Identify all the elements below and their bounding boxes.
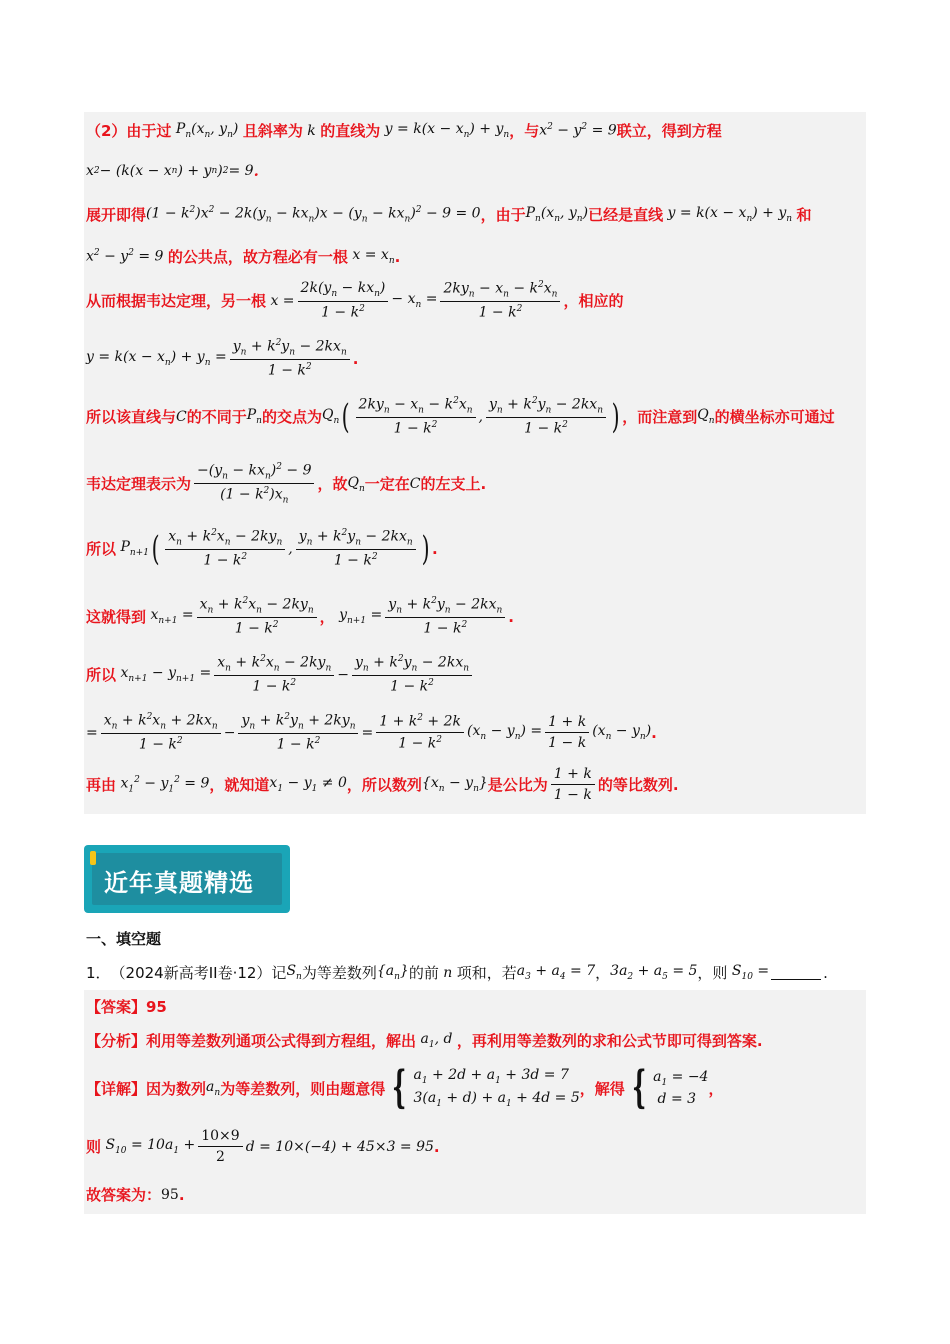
solution-line-12: = $\frac{x_n + k^2x_n + 2kx_n}{1 - k^2}$ − $\frac{y_n + k^2y_n + 2ky_n}{1 - k^2}$ = $\frac{1 + k^2 + 2k}{1 - k^2}$ $(x_n - y_n)$ = $\frac{1 + k}{1 - k}$ $(x_n - y_n)$ .	[86, 712, 657, 754]
answer-blank[interactable]	[771, 965, 821, 980]
solution-line-1: （2）由于过 $P_n(x_n$, $y_n$) 且斜率为 k 的直线为 $y = k(x - x_n) + y_n$ ，与 $x^2 - y^2 = 9$ 联立，得到方程	[86, 121, 722, 140]
solution-line-7: 所以该直线与 C 的不同于 $P_n$ 的交点为 $Q_n$ ( $\frac{2ky_n - x_n - k^2x_n}{1 - k^2}$ , $\frac{y_n + k^2y_n - 2kx_n}{1 - k^2}$ ) ，而注意到 $Q_n$ 的横坐标亦可通过	[86, 396, 835, 438]
sum-line: 则 $S_{10} = 10a_1$ + $\frac{10\times 9}{2}$ d = 10×(−4) + 45×3 = 95 .	[86, 1128, 440, 1165]
equation-line-2: x 2 − (k(x − x n ) + y n ) 2 = 9 .	[86, 162, 259, 180]
banner-accent-mark	[90, 851, 96, 865]
question-1: 1． （2024新高考II卷·12）记 $S_n$ 为等差数列 $\{a_n\}$ 的前 n 项和，若 $a_3 + a_4 = 7$ ， $3a_2 + a_5 = 5$ ，则 $S_{10}$ = .	[86, 963, 828, 982]
solution-line-5: 从而根据韦达定理，另一根 x = $\frac{2k(y_n - kx_n)}{1 - k^2}$ − $x_n$ = $\frac{2ky_n - x_n - k^2x_n}{1 - k^2}$ ，相应的	[86, 280, 624, 322]
solution-line-13: 再由 $x_1^2 - y_1^2 = 9$ ，就知道 $x_1 - y_1 \ne 0$ ，所以数列 $\{x_n - y_n\}$ 是公比为 $\frac{1 + k}{1 - k}$ 的等比数列.	[86, 766, 679, 803]
solution-line-10: 这就得到 $x_{n+1}$ = $\frac{x_n + k^2x_n - 2ky_n}{1 - k^2}$ ， $y_{n+1}$ = $\frac{y_n + k^2y_n - 2kx_n}{1 - k^2}$ .	[86, 596, 514, 638]
answer-line: 【答案】95	[86, 998, 167, 1016]
solution-line-3: 展开即得 $(1 - k^2)x^2 - 2k(y_n - kx_n)x - (y_n - kx_n)^2 - 9 = 0$ ，由于 $P_n(x_n$, $y_n$) 已经是直线 $y = k(x - x_n) + y_n$ 和	[86, 204, 812, 225]
solution-system: { $a_1 = -4$ d = 3	[631, 1062, 709, 1113]
banner-title: 近年真题精选	[104, 869, 254, 897]
solution-line-8: 韦达定理表示为 $\frac{-(y_n - kx_n)^2 - 9}{(1 - k^2)x_n}$ ，故 $Q_n$ 一定在 C 的左支上.	[86, 462, 487, 506]
solution-line-11: 所以 $x_{n+1} - y_{n+1}$ = $\frac{x_n + k^2x_n - 2ky_n}{1 - k^2}$ − $\frac{y_n + k^2y_n - 2kx_n}{1 - k^2}$	[86, 654, 475, 695]
solution-line-9: 所以 $P_{n+1}$ ( $\frac{x_n + k^2x_n - 2ky_n}{1 - k^2}$ , $\frac{y_n + k^2y_n - 2kx_n}{1 - k^2}$ ) .	[86, 528, 438, 570]
analysis-line: 【分析】 利用等差数列通项公式得到方程组，解出 $a_1$, d ，再利用等差数列的求和公式节即可得到答案.	[86, 1031, 763, 1050]
solution-line-4: $x^2 - y^2 = 9$ 的公共点，故方程必有一根 $x = x_n$ .	[86, 247, 401, 266]
equation-system: { $a_1 + 2d + a_1 + 3d = 7$ $3(a_1 + d) + a_1 + 4d = 5$	[392, 1062, 580, 1113]
conclusion-line: 故答案为： 95 .	[86, 1185, 185, 1204]
solution-line-6: $y = k(x - x_n) + y_n$ = $\frac{y_n + k^2y_n - 2kx_n}{1 - k^2}$ .	[86, 338, 359, 380]
detail-line: 【详解】 因为数列 $a_n$ 为等差数列，则由题意得 { $a_1 + 2d + a_1 + 3d = 7$ $3(a_1 + d) + a_1 + 4d = 5$ ，解得 { $a_1 = -4$ d = 3 ，	[86, 1062, 724, 1113]
section-heading: 一、填空题	[86, 930, 162, 948]
section-banner	[84, 845, 290, 913]
